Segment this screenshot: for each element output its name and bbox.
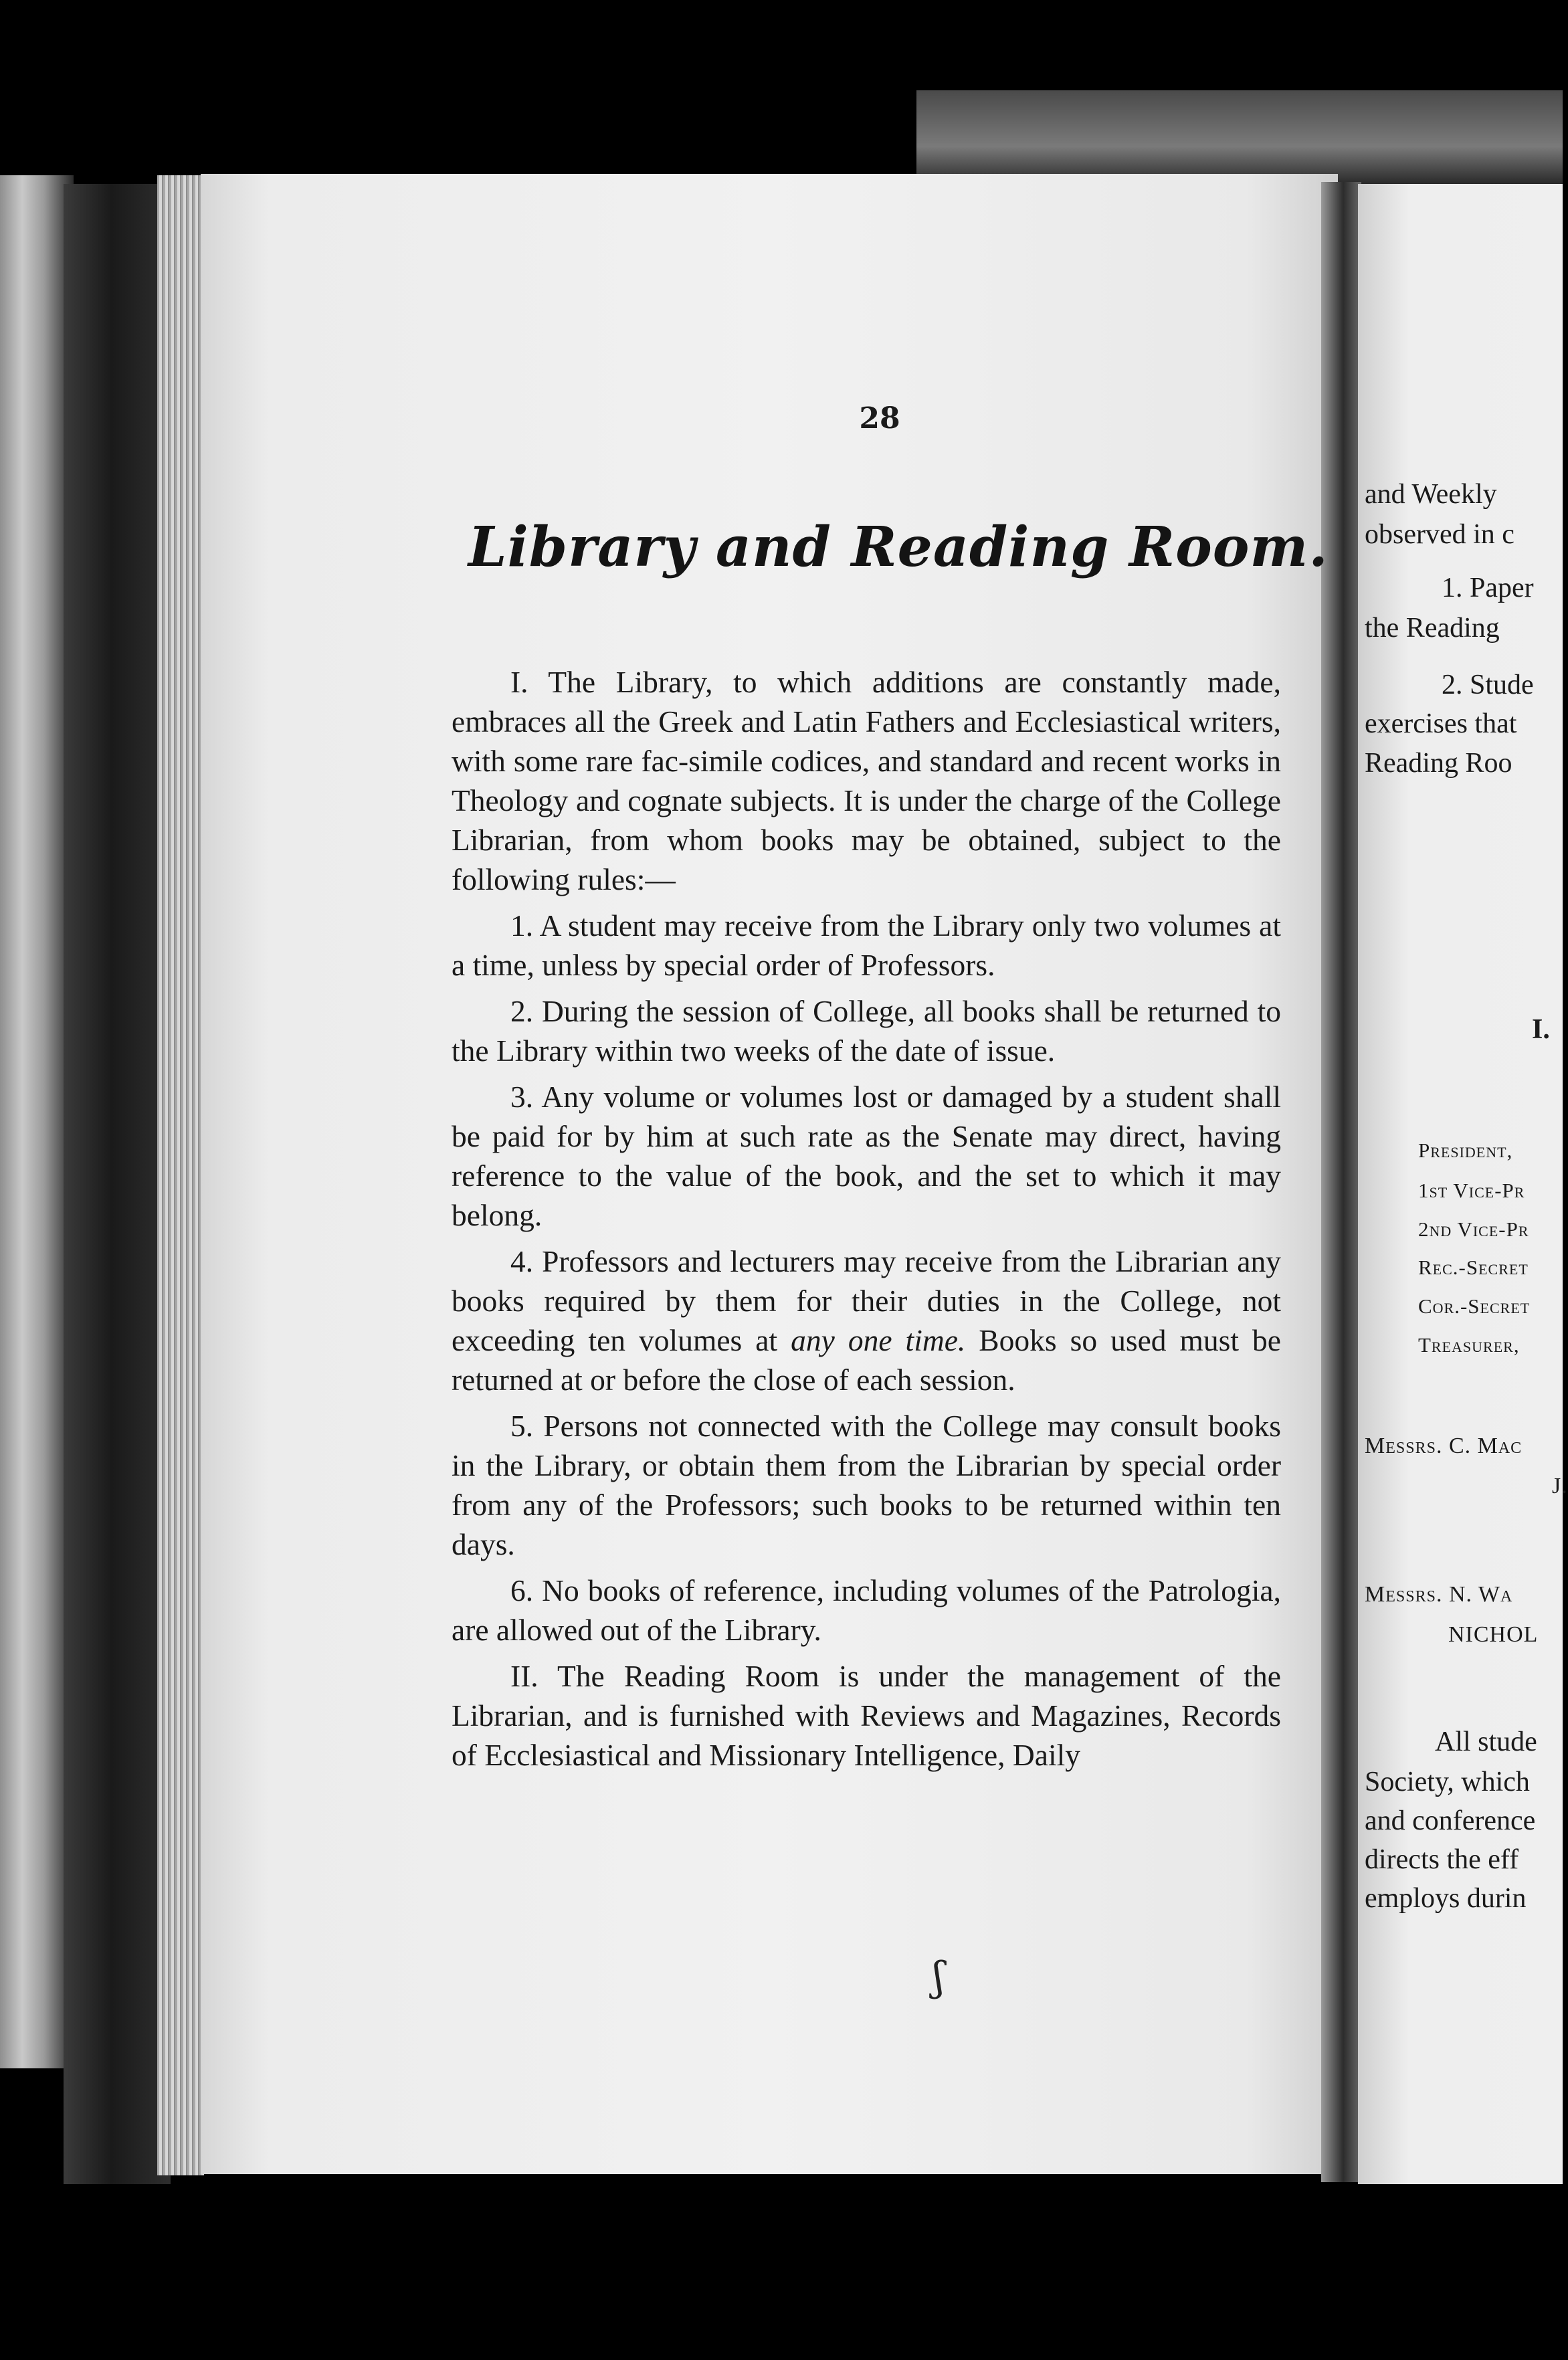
right-line: 1. Paper <box>1442 573 1534 603</box>
officer-title: 1st Vice-Pr <box>1418 1179 1525 1202</box>
rule-4-text-end: Books so used must be returned at or before the close of each session. <box>452 1323 1281 1397</box>
right-line: observed in c <box>1365 519 1514 550</box>
right-line: and conference <box>1365 1805 1536 1836</box>
officer-title: Rec.-Secret <box>1418 1256 1529 1279</box>
rule-5: 5. Persons not connected with the College may consult books in the Library, or obtain them from the Librarian by special order from any of the Professors; such books to be returned within ten days. <box>452 1409 1281 1561</box>
left-page-edge <box>0 175 74 2068</box>
right-line: exercises that <box>1365 708 1517 739</box>
right-line: 2. Stude <box>1442 670 1534 700</box>
messrs-line: Messrs. N. Wa <box>1365 1582 1513 1607</box>
messrs-line: Messrs. C. Mac <box>1365 1434 1523 1458</box>
right-line: Reading Roo <box>1365 748 1512 779</box>
top-shadow <box>916 90 1563 184</box>
right-line: and Weekly <box>1365 479 1497 510</box>
officer-title: Treasurer, <box>1418 1333 1520 1357</box>
right-line: Society, which <box>1365 1767 1530 1797</box>
page-title: Library and Reading Room. <box>468 515 1329 579</box>
book-spine <box>64 184 171 2184</box>
rule-4-emphasis: any one time. <box>791 1323 966 1357</box>
page-edges <box>157 175 204 2175</box>
officer-title: 2nd Vice-Pr <box>1418 1217 1529 1241</box>
right-line: the Reading <box>1365 613 1500 644</box>
rule-4 <box>452 1242 1281 1399</box>
rule-1: 1. A student may receive from the Library only two volumes at a time, unless by special order of Professors. <box>452 908 1281 982</box>
right-line: All stude <box>1435 1727 1537 1757</box>
right-line: directs the eff <box>1365 1844 1519 1875</box>
right-line: employs durin <box>1365 1883 1527 1914</box>
paragraph-reading-room: II. The Reading Room is under the management of the Librarian, and is furnished with Reviews and Magazines, Records of Ecclesiastical and Missionary Intelligence, Daily <box>452 1659 1281 1772</box>
right-section-number: I. <box>1532 1014 1550 1045</box>
rule-4-text: 4. Professors and lecturers may receive from the Librarian any books required by them for their duties in the College, not exceeding ten volumes at <box>452 1244 1281 1357</box>
rule-3: 3. Any volume or volumes lost or damaged by a student shall be paid for by him at such rate as the Senate may direct, having reference to the value of the book, and the set to which it may belong. <box>452 1080 1281 1232</box>
rule-2: 2. During the session of College, all books shall be returned to the Library within two weeks of the date of issue. <box>452 994 1281 1068</box>
paragraph-library: I. The Library, to which additions are constantly made, embraces all the Greek and Latin Fathers and Ecclesiastical writers, with some rare fac-simile codices, and standard and recent works in Theology and cognate subjects. It is under the charge of the College Librarian, from whom books may be obtained, subject to the following rules:— <box>452 665 1281 896</box>
page-number: 28 <box>859 401 900 435</box>
rule-6: 6. No books of reference, including volumes of the Patrologia, are allowed out of the Library. <box>452 1573 1281 1647</box>
messrs-line: J. <box>1552 1474 1568 1498</box>
page-body <box>452 662 1281 1781</box>
messrs-line: NICHOL <box>1448 1622 1539 1647</box>
officer-title: President, <box>1418 1139 1513 1162</box>
ink-mark: ʃ <box>933 1953 945 2000</box>
officer-title: Cor.-Secret <box>1418 1294 1531 1318</box>
page-gutter <box>1321 182 1361 2182</box>
